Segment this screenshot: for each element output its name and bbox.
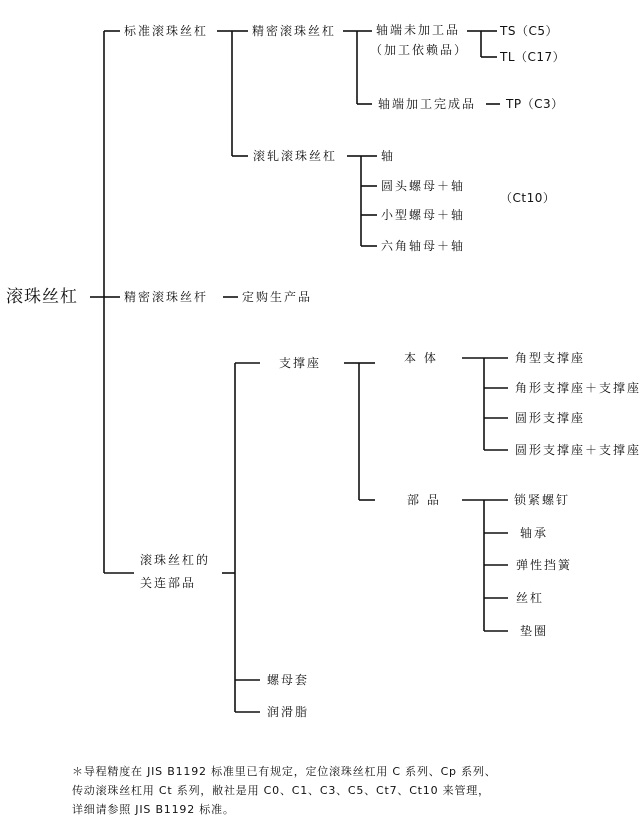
node-round-support: 圆形支撑座	[515, 411, 586, 425]
node-spring-washer: 弹性挡簧	[516, 558, 573, 572]
node-parts: 部 品	[407, 493, 441, 507]
node-std-screw: 标准滚珠丝杠	[124, 24, 209, 38]
node-round-support-plus: 圆形支撑座＋支撑座	[515, 443, 642, 457]
node-tl: TL（C17）	[500, 50, 566, 64]
node-shaft-end-unfinished-note: （加工依赖品）	[370, 43, 469, 57]
node-screw-rod: 丝杠	[516, 591, 545, 605]
node-body: 本 体	[404, 351, 438, 365]
node-square-support-plus: 角形支撑座＋支撑座	[515, 381, 642, 395]
node-rolled-screw: 滚轧滚珠丝杠	[253, 149, 338, 163]
node-small-nut-shaft: 小型螺母＋轴	[381, 208, 466, 222]
node-related-parts-line1: 滚珠丝杠的	[140, 553, 211, 567]
footnote-line-2: 传动滚珠丝杠用 Ct 系列，敝社是用 C0、C1、C3、C5、Ct7、Ct10 来管理，	[72, 784, 490, 797]
node-tp: TP（C3）	[506, 97, 564, 111]
footnote-line-1: ＊导程精度在 JIS B1192 标准里已有规定，定位滚珠丝杠用 C 系列、Cp 系列、	[72, 765, 497, 778]
node-shaft-end-unfinished: 轴端未加工品	[376, 23, 461, 37]
node-shim-ring: 垫圈	[520, 624, 549, 638]
node-hex-nut-shaft: 六角轴母＋轴	[381, 239, 466, 253]
node-shaft-end-finished: 轴端加工完成品	[378, 97, 477, 111]
node-precision-rod: 精密滚珠丝杆	[124, 290, 209, 304]
node-lock-screw: 锁紧螺钉	[514, 493, 571, 507]
node-nut-sleeve: 螺母套	[267, 673, 310, 687]
node-ts: TS（C5）	[500, 24, 558, 38]
footnote-line-3: 详细请参照 JIS B1192 标准。	[72, 803, 235, 816]
node-support: 支撑座	[279, 356, 322, 370]
node-bearing: 轴承	[520, 526, 549, 540]
node-precision-screw: 精密滚珠丝杠	[252, 24, 337, 38]
node-round-nut-shaft: 圆头螺母＋轴	[381, 179, 466, 193]
footnote	[72, 762, 637, 819]
node-root: 滚珠丝杠	[6, 287, 78, 307]
node-shaft: 轴	[381, 149, 396, 163]
node-ct10: （Ct10）	[500, 191, 556, 205]
node-grease: 润滑脂	[267, 705, 310, 719]
node-related-parts-line2: 关连部品	[140, 576, 197, 590]
node-square-support: 角型支撑座	[515, 351, 586, 365]
node-custom-product: 定购生产品	[242, 290, 313, 304]
